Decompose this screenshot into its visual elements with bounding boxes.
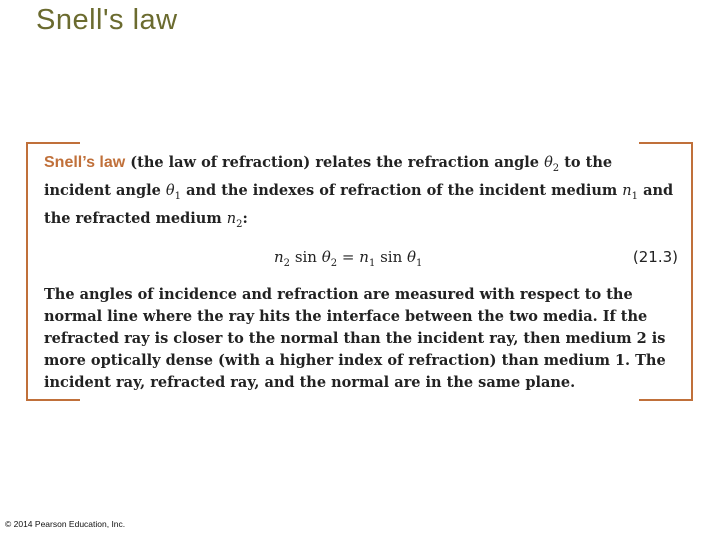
n1-symbol: $n_1$ bbox=[622, 182, 639, 202]
definition-text-2: to the incident angle bbox=[44, 154, 613, 199]
snells-law-equation: $n_2$ $\sin \theta_2 = n_1$ $\sin \theta_1$ bbox=[274, 247, 423, 269]
definition-paragraph bbox=[44, 152, 678, 236]
equation-number: (21.3) bbox=[632, 247, 678, 266]
n2-symbol: $n_2$ bbox=[226, 210, 243, 230]
definition-text-1: (the law of refraction) relates the refraction angle bbox=[130, 154, 539, 171]
definition-text-4: and the refracted medium bbox=[44, 181, 674, 227]
term-snells-law: Snell’s law bbox=[44, 154, 126, 171]
equation-row bbox=[44, 236, 678, 276]
definition-text-5: : bbox=[242, 209, 248, 227]
explanation-paragraph: The angles of incidence and refraction are measured with respect to the normal line where the ray hits the interface between the two media. If the refracted ray is closer to the normal than the incident ray, then medium 2 is more optically dense (with a higher index of refraction) than medium 1. The incident ray, refracted ray, and the normal are in the same plane. bbox=[44, 285, 666, 391]
theta-1-symbol: $\theta_1$ bbox=[165, 182, 182, 202]
definition-content bbox=[44, 152, 678, 394]
slide-title: Snell's law bbox=[36, 4, 178, 36]
theta-2-symbol: $\theta_2$ bbox=[544, 155, 560, 174]
definition-text-3: and the indexes of refraction of the incident medium bbox=[186, 181, 618, 199]
copyright-notice: © 2014 Pearson Education, Inc. bbox=[5, 519, 126, 529]
